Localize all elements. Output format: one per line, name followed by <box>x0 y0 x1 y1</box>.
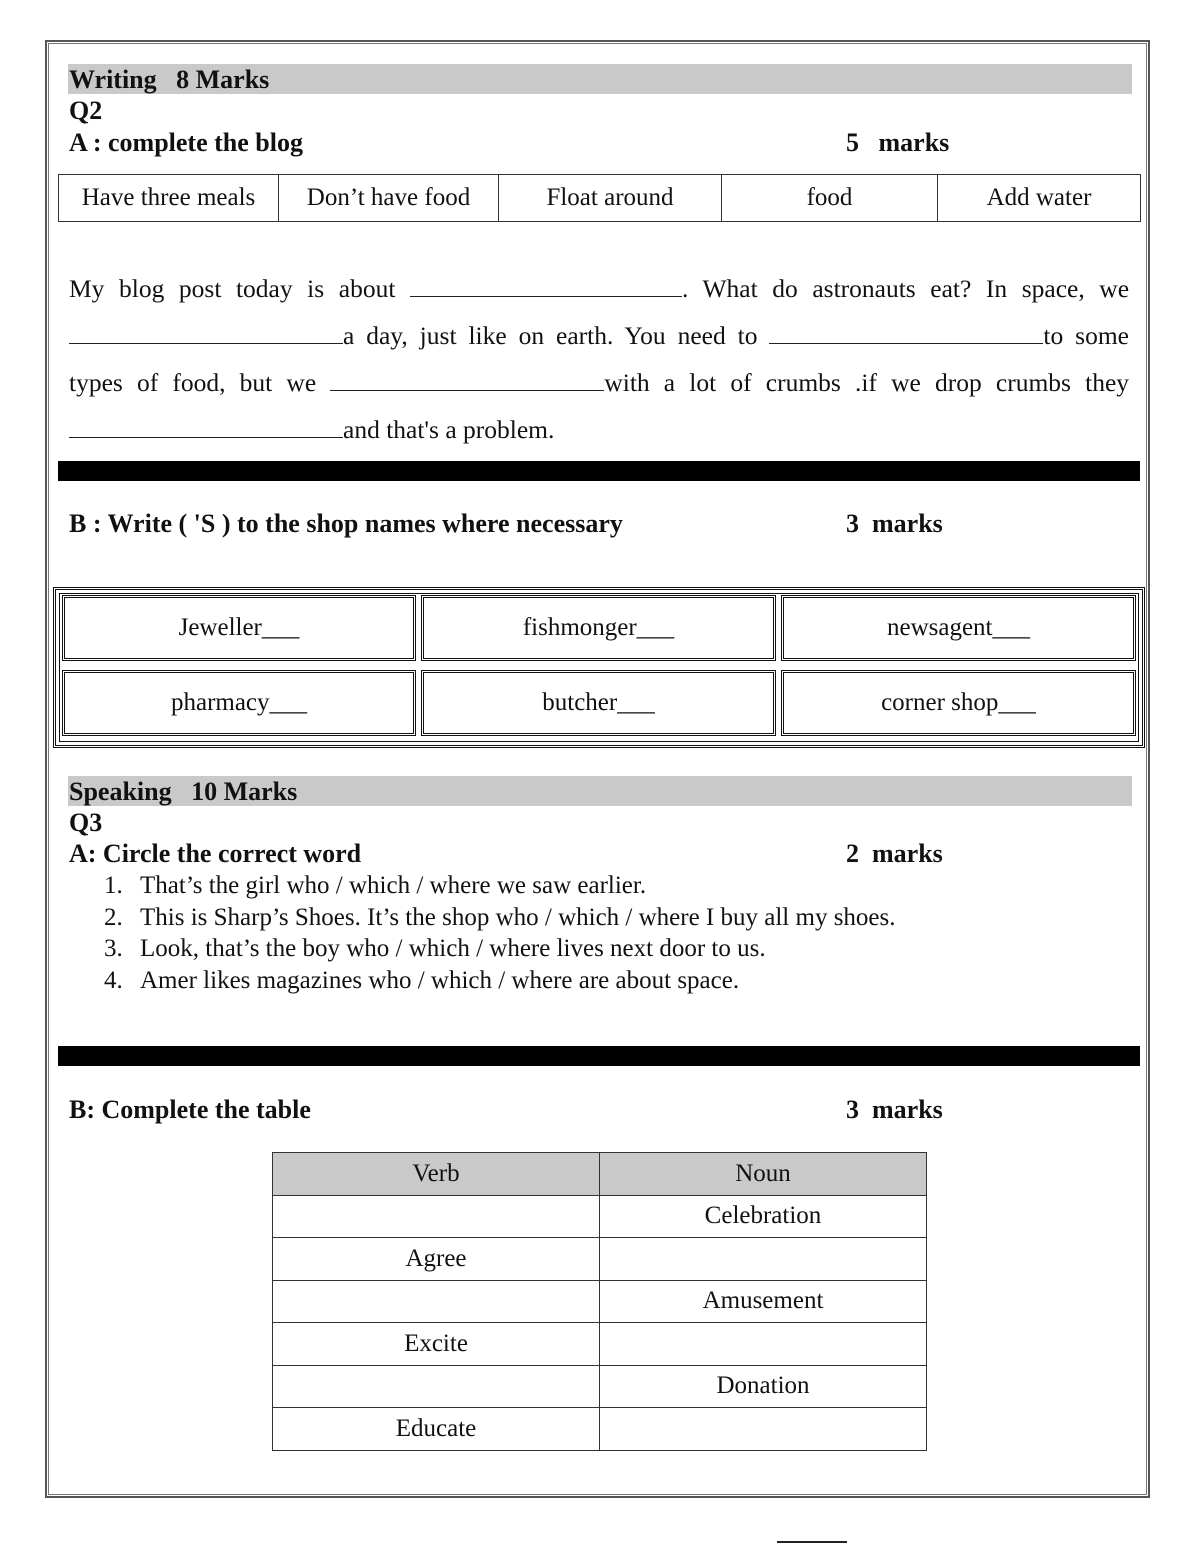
list-item <box>104 870 896 902</box>
verb-cell: Excite <box>273 1323 600 1366</box>
blog-blank[interactable] <box>769 321 1043 344</box>
list-item <box>104 965 896 997</box>
part-a-marks: 5 marks <box>846 128 950 157</box>
blog-text: to some <box>1043 321 1129 350</box>
shop-cell[interactable]: butcher___ <box>421 670 776 736</box>
table-row <box>273 1195 927 1238</box>
list-item <box>104 902 896 934</box>
verb-cell[interactable] <box>273 1365 600 1408</box>
circle-word-list <box>104 870 896 997</box>
blog-blank[interactable] <box>69 415 343 438</box>
word-bank-item: food <box>722 175 938 222</box>
blog-blank[interactable] <box>410 274 682 297</box>
blog-text: My blog post today is about <box>69 274 396 303</box>
noun-cell[interactable] <box>600 1238 927 1281</box>
list-item <box>104 933 896 965</box>
shop-cell[interactable]: corner shop___ <box>781 670 1136 736</box>
part-b-label: B : Write ( 'S ) to the shop names where necessary <box>69 509 623 538</box>
part-a-label: A : complete the blog <box>69 128 303 157</box>
q3-label: Q3 <box>69 808 103 837</box>
noun-cell: Amusement <box>600 1280 927 1323</box>
verb-cell: Agree <box>273 1238 600 1281</box>
blog-text: with a lot of crumbs .if we drop crumbs they <box>604 368 1130 397</box>
q3-part-a-label: A: Circle the correct word <box>69 839 362 868</box>
shop-cell[interactable]: fishmonger___ <box>421 595 776 661</box>
item-text: Amer likes magazines who / which / where are about space. <box>140 967 740 995</box>
item-number: 1. <box>104 872 123 899</box>
shop-cell[interactable]: newsagent___ <box>781 595 1136 661</box>
column-header-noun: Noun <box>600 1153 927 1196</box>
blog-text: . What do astronauts eat? In space, we <box>682 274 1130 303</box>
word-bank-item: Float around <box>499 175 722 222</box>
table-row <box>273 1408 927 1451</box>
word-bank-item: Have three meals <box>59 175 279 222</box>
blog-text: types of food, but we <box>69 368 317 397</box>
table-row <box>273 1365 927 1408</box>
item-number: 4. <box>104 967 123 995</box>
item-text: Look, that’s the boy who / which / where lives next door to us. <box>140 935 766 963</box>
item-text: This is Sharp’s Shoes. It’s the shop who / which / where I buy all my shoes. <box>140 903 896 931</box>
section-divider <box>58 1046 1140 1066</box>
noun-cell[interactable] <box>600 1323 927 1366</box>
blog-text: a day, just like on earth. You need to <box>343 321 758 350</box>
speaking-heading: Speaking 10 Marks <box>69 777 298 806</box>
footer-line <box>777 1541 847 1543</box>
blog-blank[interactable] <box>69 321 343 344</box>
section-divider <box>58 461 1140 481</box>
word-bank <box>58 174 1141 222</box>
q3-part-b-label: B: Complete the table <box>69 1095 311 1124</box>
shop-cell[interactable]: pharmacy___ <box>62 670 416 736</box>
q3-part-a-marks: 2 marks <box>846 839 943 868</box>
item-number: 2. <box>104 903 123 931</box>
table-row <box>273 1323 927 1366</box>
blog-text: and that's a problem. <box>343 415 555 444</box>
verb-cell[interactable] <box>273 1280 600 1323</box>
word-bank-item: Add water <box>938 175 1141 222</box>
item-number: 3. <box>104 935 123 963</box>
writing-heading: Writing 8 Marks <box>69 65 270 94</box>
q3-part-b-marks: 3 marks <box>846 1095 943 1124</box>
word-bank-item: Don’t have food <box>279 175 499 222</box>
shop-cell[interactable]: Jeweller___ <box>62 595 416 661</box>
noun-cell: Donation <box>600 1365 927 1408</box>
verb-noun-table <box>272 1152 927 1451</box>
noun-cell: Celebration <box>600 1195 927 1238</box>
verb-cell[interactable] <box>273 1195 600 1238</box>
item-text: That’s the girl who / which / where we saw earlier. <box>140 872 647 899</box>
column-header-verb: Verb <box>273 1153 600 1196</box>
q2-label: Q2 <box>69 96 103 125</box>
part-b-marks: 3 marks <box>846 509 943 538</box>
table-row <box>273 1238 927 1281</box>
verb-cell: Educate <box>273 1408 600 1451</box>
noun-cell[interactable] <box>600 1408 927 1451</box>
blog-blank[interactable] <box>330 368 604 391</box>
blog-paragraph <box>69 265 1129 453</box>
table-row <box>273 1280 927 1323</box>
